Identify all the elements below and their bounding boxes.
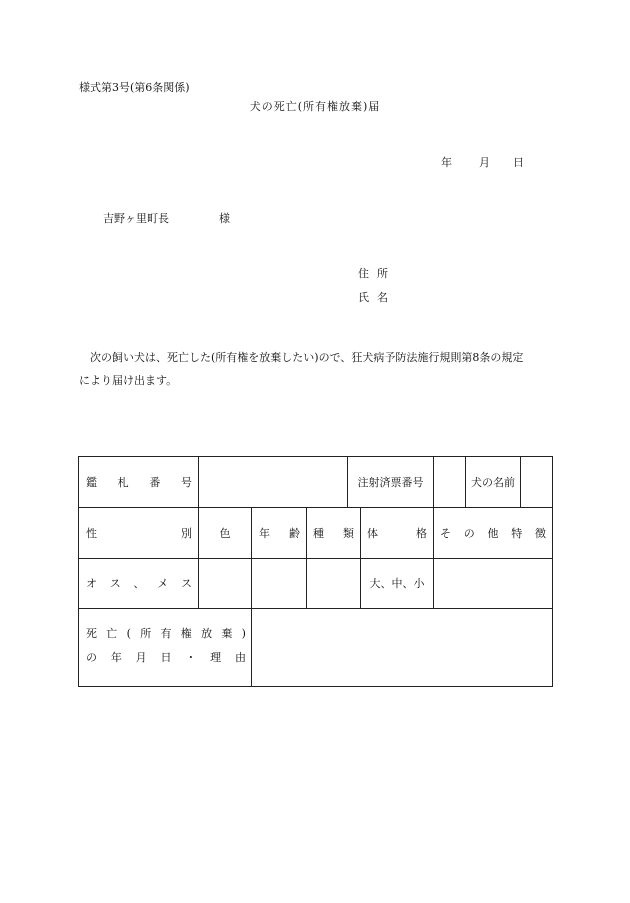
- declaration-line-1: 次の飼い犬は、死亡した(所有権を放棄したい)ので、狂犬病予防法施行規則第8条の規定: [90, 351, 524, 364]
- sex-options[interactable]: オ ス 、 メ ス: [86, 577, 192, 590]
- injection-ticket-label: 注射済票番号: [357, 475, 424, 489]
- size-options[interactable]: 大、中、小: [369, 577, 425, 590]
- date-day-label: 日: [513, 156, 524, 169]
- size-label: 体 格: [367, 526, 427, 540]
- sex-label: 性 別: [86, 526, 192, 540]
- death-label-line-2: の 年 月 日 ・ 理 由: [86, 650, 246, 664]
- date-month-label: 月: [479, 156, 490, 169]
- document-title: 犬の死亡(所有権放棄)届: [249, 100, 381, 113]
- tag-number-label: 鑑 札 番 号: [86, 475, 192, 489]
- tag-number-field[interactable]: [199, 457, 347, 507]
- color-label: 色: [219, 526, 231, 540]
- applicant-name-label: 氏名: [358, 291, 396, 304]
- death-date-reason-label: [86, 627, 246, 663]
- death-label-line-1: 死 亡 ( 所 有 権 放 棄 ): [86, 626, 246, 640]
- age-label: 年 齢: [259, 526, 300, 540]
- age-field[interactable]: [252, 559, 306, 608]
- form-number: 様式第3号(第6条関係): [79, 81, 190, 94]
- applicant-address-label: 住所: [358, 267, 396, 280]
- injection-ticket-field[interactable]: [434, 457, 465, 507]
- dog-name-label: 犬の名前: [471, 475, 515, 489]
- addressee-name: 吉野ヶ里町長: [103, 212, 169, 225]
- breed-field[interactable]: [307, 559, 360, 608]
- addressee-honorific: 様: [219, 212, 230, 225]
- features-label: そ の 他 特 徴: [440, 526, 546, 540]
- date-year-label: 年: [441, 156, 452, 169]
- declaration-line-2: により届け出ます。: [79, 374, 178, 387]
- dog-name-field[interactable]: [521, 457, 552, 507]
- death-date-reason-field[interactable]: [252, 609, 552, 686]
- breed-label: 種 類: [313, 526, 354, 540]
- features-field[interactable]: [434, 559, 552, 608]
- color-field[interactable]: [199, 559, 251, 608]
